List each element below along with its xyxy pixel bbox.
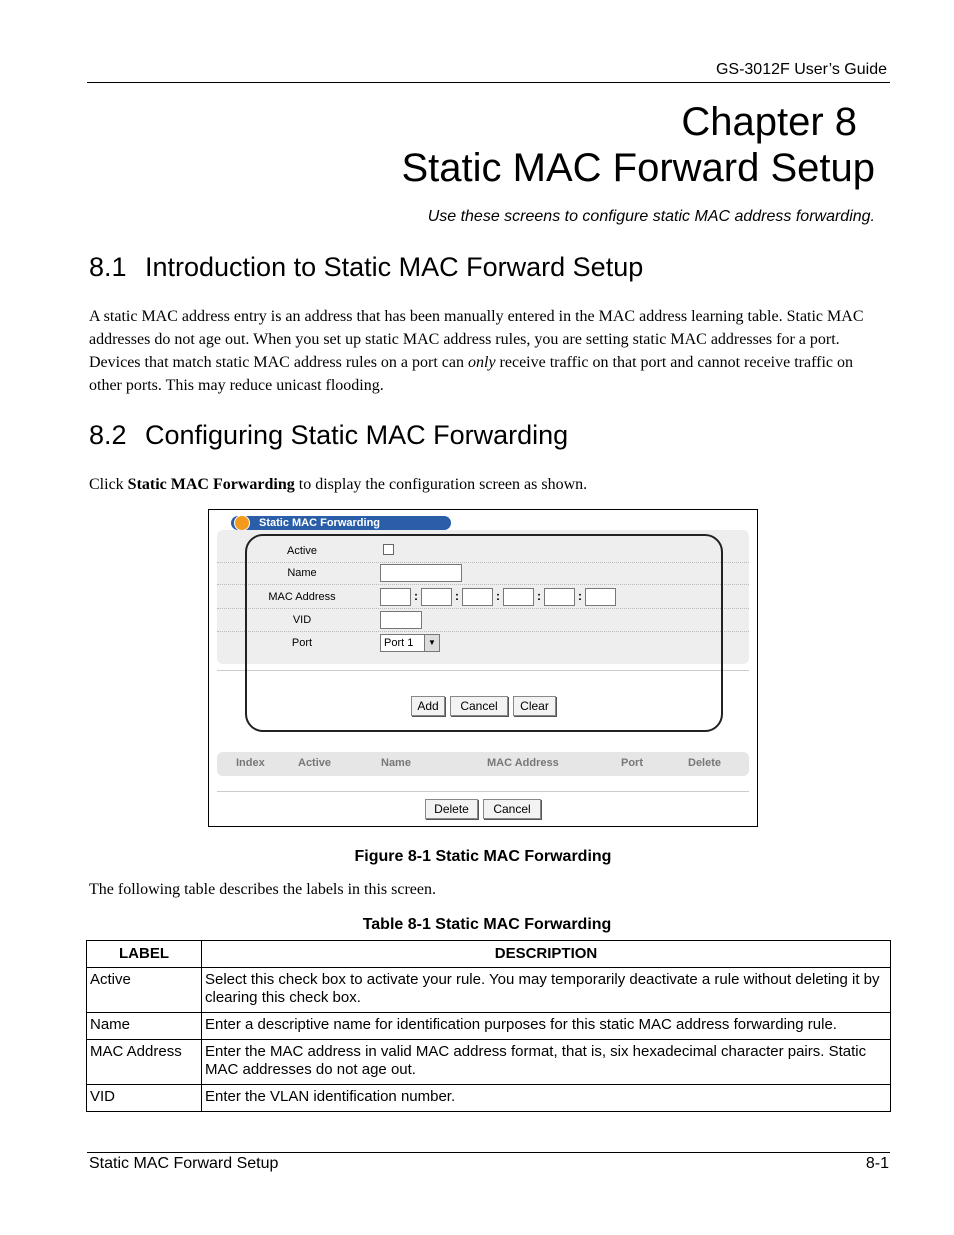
- screen-title: Static MAC Forwarding: [259, 517, 381, 529]
- table-caption: Table 8-1 Static MAC Forwarding: [362, 916, 612, 933]
- label-active: Active: [287, 545, 317, 557]
- table-divider: [217, 791, 749, 792]
- title-bullet-icon: [234, 515, 250, 531]
- table-intro: The following table describes the labels in this screen.: [89, 881, 437, 898]
- col-port: Port: [621, 757, 643, 769]
- table-row: [87, 1040, 891, 1085]
- chapter-title: Static MAC Forward Setup: [401, 146, 875, 190]
- clear-button[interactable]: Clear: [513, 696, 556, 716]
- mac-separator: :: [455, 589, 459, 603]
- config-paragraph: [89, 473, 879, 496]
- para-text: Click: [89, 476, 128, 493]
- col-index: Index: [236, 757, 265, 769]
- section-heading-8-1: [89, 252, 643, 283]
- menu-link-name: Static MAC Forwarding: [127, 476, 295, 493]
- footer-chapter-name: Static MAC Forward Setup: [89, 1155, 279, 1172]
- delete-button[interactable]: Delete: [425, 799, 478, 819]
- static-mac-forwarding-screenshot: [208, 509, 758, 827]
- col-active: Active: [298, 757, 332, 769]
- row-description: Enter a descriptive name for identification purposes for this static MAC address forwarding rule.: [202, 1013, 891, 1040]
- footer-rule: [87, 1152, 890, 1153]
- header-description: DESCRIPTION: [202, 941, 891, 968]
- row-label: VID: [87, 1085, 202, 1112]
- col-mac-address: MAC Address: [487, 757, 559, 769]
- cancel-button[interactable]: Cancel: [450, 696, 508, 716]
- row-description: Enter the MAC address in valid MAC address format, that is, six hexadecimal character pairs. Static MAC addresses do not age out.: [202, 1040, 891, 1085]
- row-description: Select this check box to activate your rule. You may temporarily deactivate a rule without deleting it by clearing this check box.: [202, 968, 891, 1013]
- para-emphasis: only: [468, 354, 496, 371]
- header-label: LABEL: [87, 941, 202, 968]
- section-title: Introduction to Static MAC Forward Setup: [145, 252, 644, 282]
- rules-table-header: [217, 752, 749, 776]
- chevron-down-icon: ▼: [424, 635, 439, 651]
- para-text: A static MAC address entry is an address that has been manually entered in the MAC address learning table. Static MAC addresses do not age out. When you set up static MAC address rules, you are setting static MAC addresses for a port. Devices that match static MAC address rules on a port can: [89, 308, 864, 371]
- row-description: Enter the VLAN identification number.: [202, 1085, 891, 1112]
- row-label: MAC Address: [87, 1040, 202, 1085]
- highlight-callout: [245, 534, 723, 732]
- para-text-end: receive traffic on that port and cannot receive traffic on other ports. This may reduce unicast flooding.: [89, 354, 853, 394]
- label-description-table: [86, 940, 891, 1112]
- section-number: 8.2: [89, 420, 127, 450]
- label-vid: VID: [292, 614, 312, 626]
- para-text-end: to display the configuration screen as shown.: [294, 476, 588, 493]
- table-row: [87, 1013, 891, 1040]
- cancel-delete-button[interactable]: Cancel: [483, 799, 541, 819]
- table-row: [87, 968, 891, 1013]
- mac-separator: :: [496, 589, 500, 603]
- table-header-row: [87, 941, 891, 968]
- table-row: [87, 1085, 891, 1112]
- header-rule: [87, 82, 890, 83]
- label-mac-address: MAC Address: [268, 591, 336, 603]
- mac-separator: :: [414, 589, 418, 603]
- running-header: GS-3012F User’s Guide: [715, 61, 887, 78]
- footer-page-number: 8-1: [865, 1155, 889, 1172]
- section-heading-8-2: [89, 420, 568, 451]
- section-number: 8.1: [89, 252, 127, 282]
- chapter-number: Chapter 8: [681, 100, 857, 144]
- label-name: Name: [287, 567, 317, 579]
- intro-paragraph: [89, 305, 879, 397]
- mac-separator: :: [578, 589, 582, 603]
- figure-caption: Figure 8-1 Static MAC Forwarding: [354, 848, 612, 865]
- chapter-subtitle: Use these screens to configure static MAC address forwarding.: [427, 208, 875, 225]
- col-delete: Delete: [688, 757, 722, 769]
- row-label: Active: [87, 968, 202, 1013]
- add-button[interactable]: Add: [411, 696, 445, 716]
- section-title: Configuring Static MAC Forwarding: [145, 420, 569, 450]
- row-label: Name: [87, 1013, 202, 1040]
- port-select-value: Port 1: [384, 637, 414, 649]
- col-name: Name: [381, 757, 411, 769]
- label-port: Port: [291, 637, 313, 649]
- mac-separator: :: [537, 589, 541, 603]
